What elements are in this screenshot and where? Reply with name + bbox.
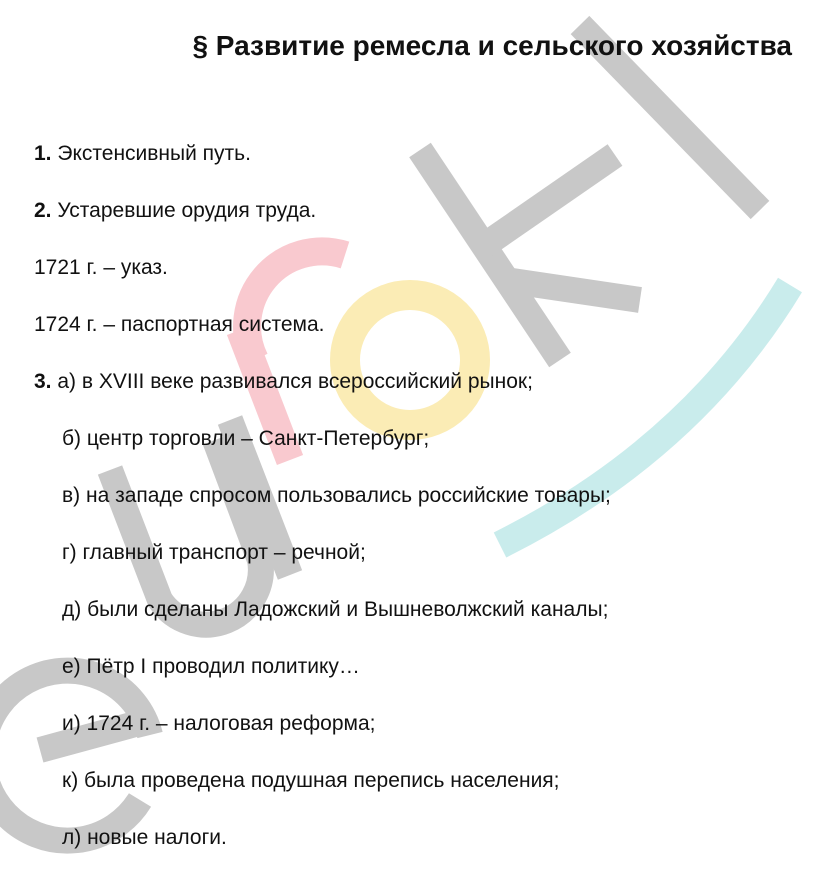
answer-line-7 bbox=[62, 482, 611, 510]
item-text: е) Пётр I проводил политику… bbox=[62, 655, 360, 678]
item-text: Устаревшие орудия труда. bbox=[57, 199, 317, 222]
answer-line-5 bbox=[34, 368, 533, 396]
answer-line-4 bbox=[34, 311, 325, 339]
answer-line-9 bbox=[62, 596, 608, 624]
answer-line-3 bbox=[34, 254, 168, 282]
item-text: к) была проведена подушная перепись населения; bbox=[62, 769, 560, 792]
item-text: л) новые налоги. bbox=[62, 826, 227, 849]
item-text: в) на западе спросом пользовались российские товары; bbox=[62, 484, 611, 507]
answer-line-12 bbox=[62, 767, 560, 795]
item-text: б) центр торговли – Санкт-Петербург; bbox=[62, 427, 430, 450]
item-number: 3. bbox=[34, 370, 52, 393]
page-title: § Развитие ремесла и сельского хозяйства bbox=[192, 30, 792, 61]
item-number: 2. bbox=[34, 199, 52, 222]
item-text: Экстенсивный путь. bbox=[57, 142, 251, 165]
item-text: а) в XVIII веке развивался всероссийский рынок; bbox=[57, 370, 533, 393]
item-text: и) 1724 г. – налоговая реформа; bbox=[62, 712, 376, 735]
answer-line-13 bbox=[62, 824, 227, 852]
answer-line-8 bbox=[62, 539, 366, 567]
item-text: д) были сделаны Ладожский и Вышневолжский каналы; bbox=[62, 598, 609, 621]
answer-line-11 bbox=[62, 710, 375, 738]
item-text: г) главный транспорт – речной; bbox=[62, 541, 366, 564]
answer-line-6 bbox=[62, 425, 429, 453]
answer-line-2 bbox=[34, 197, 316, 225]
answer-line-1 bbox=[34, 140, 251, 168]
item-text: 1724 г. – паспортная система. bbox=[34, 313, 325, 336]
item-number: 1. bbox=[34, 142, 52, 165]
answer-line-10 bbox=[62, 653, 360, 681]
item-text: 1721 г. – указ. bbox=[34, 256, 168, 279]
